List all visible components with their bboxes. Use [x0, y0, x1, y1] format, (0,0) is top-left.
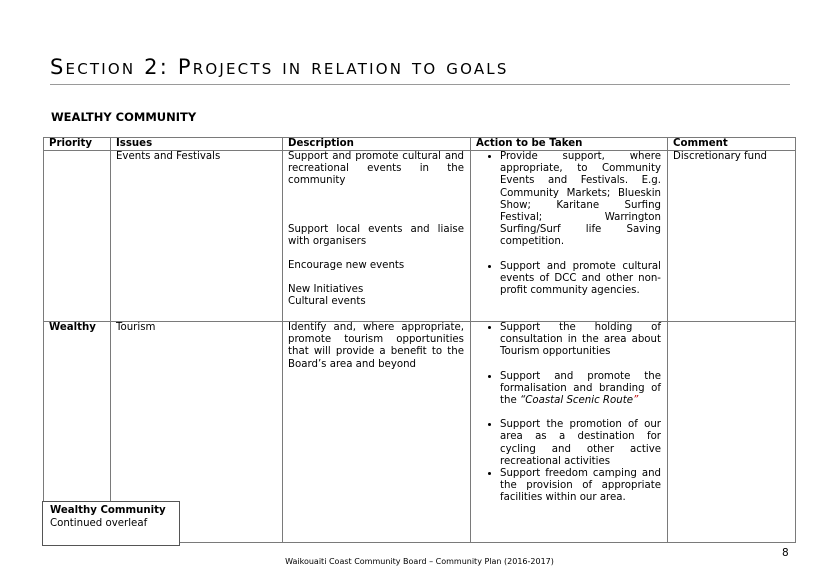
page-number: 8	[782, 547, 789, 559]
row-actions	[471, 322, 668, 543]
header-description: Description	[283, 138, 471, 151]
page-footer: Waikouaiti Coast Community Board – Community Plan (2016-2017)	[285, 557, 554, 566]
header-priority: Priority	[44, 138, 111, 151]
row-description	[283, 151, 471, 322]
row-issue: Tourism	[111, 322, 283, 543]
row-comment	[668, 322, 796, 543]
section-subheading: WEALTHY COMMUNITY	[51, 110, 197, 124]
action-item	[500, 371, 661, 408]
action-item: • Support the promotion of our area as a destination for cycling and other active recreational activities	[500, 419, 661, 468]
section-title: Section 2: Projects in relation to goals	[50, 55, 509, 79]
row-actions	[471, 151, 668, 322]
action-item: • Provide support, where appropriate, to Community Events and Festivals. E.g. Community Markets; Blueskin Show; Karitane Surfing Festival; Warrington Surfing/Surf life Saving competition.	[500, 151, 661, 249]
table-header-row	[44, 138, 796, 151]
header-comment: Comment	[668, 138, 796, 151]
header-issues: Issues	[111, 138, 283, 151]
action-item: • Support and promote cultural events of DCC and other non-profit community agencies.	[500, 261, 661, 298]
goals-table	[43, 137, 796, 543]
note-subtitle: Continued overleaf	[50, 517, 148, 529]
description-item: Cultural events	[288, 296, 366, 308]
description-item: Support and promote cultural and recreational events in the community	[288, 151, 464, 187]
action-item-text: Support and promote the formalisation and branding of the	[500, 370, 661, 407]
action-item: • Support freedom camping and the provision of appropriate facilities within our area.	[500, 468, 661, 505]
continued-note-box	[42, 501, 180, 546]
title-rule	[50, 84, 790, 85]
table-row	[44, 151, 796, 322]
row-comment: Discretionary fund	[668, 151, 796, 322]
action-item: • Support the holding of consultation in the area about Tourism opportunities	[500, 322, 661, 359]
header-action: Action to be Taken	[471, 138, 668, 151]
description-item: Support local events and liaise with organisers	[288, 223, 464, 247]
row-description	[283, 322, 471, 543]
description-item: Identify and, where appropriate, promote tourism opportunities that will provide a benefit to the Board’s area and beyond	[288, 322, 464, 370]
coastal-scenic-route-quote: “Coastal Scenic Route”	[519, 395, 639, 407]
row-issue: Events and Festivals	[111, 151, 283, 322]
row-priority: Wealthy	[44, 322, 111, 543]
description-item: New Initiatives	[288, 284, 364, 296]
description-item: Encourage new events	[288, 260, 405, 272]
row-priority	[44, 151, 111, 322]
note-title: Wealthy Community	[50, 505, 166, 516]
